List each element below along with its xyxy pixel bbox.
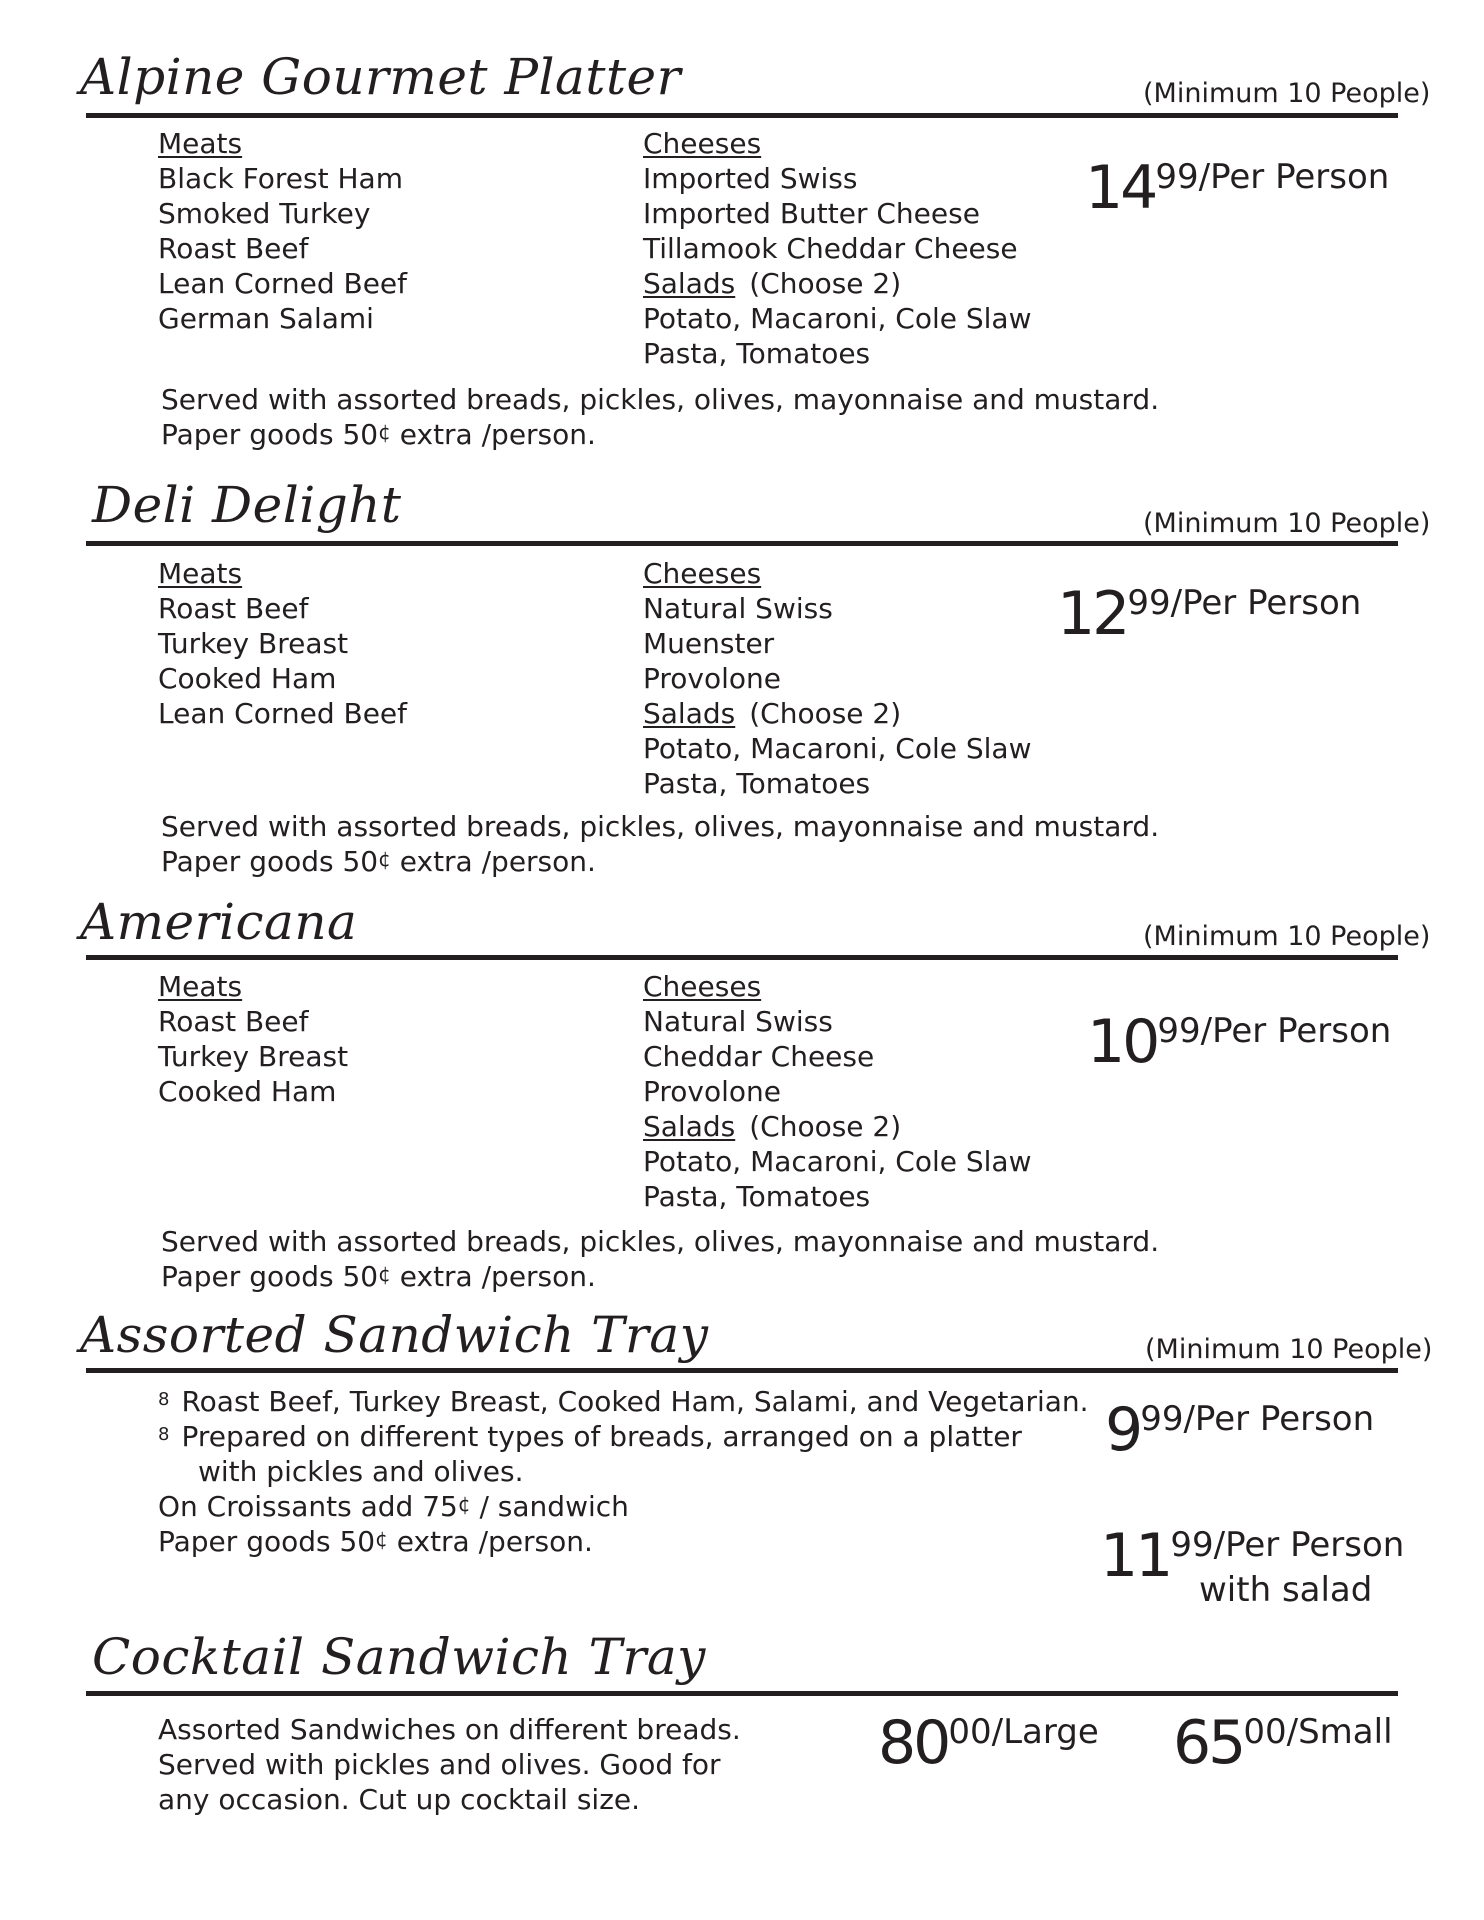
cent-symbol: ¢ bbox=[378, 847, 391, 871]
meat-item: Lean Corned Beef bbox=[158, 697, 408, 730]
paper-goods-note bbox=[161, 844, 596, 879]
paper-goods-note bbox=[161, 417, 596, 452]
salad-item: Potato, Macaroni, Cole Slaw bbox=[643, 302, 1032, 335]
cent-symbol: ¢ bbox=[378, 1262, 391, 1286]
section-divider bbox=[86, 541, 1398, 546]
cheese-item: Natural Swiss bbox=[643, 1005, 833, 1038]
price-cents: 99 bbox=[1140, 1399, 1184, 1439]
paper-goods-text: Paper goods 50 bbox=[161, 845, 379, 878]
with-salad-note: with salad bbox=[1199, 1570, 1373, 1610]
section-divider bbox=[86, 1691, 1398, 1696]
price-unit: /Large bbox=[991, 1712, 1099, 1752]
price-cents: 00 bbox=[948, 1712, 992, 1752]
price-cents: 00 bbox=[1243, 1712, 1287, 1752]
bullet-text: Roast Beef, Turkey Breast, Cooked Ham, Salami, and Vegetarian. bbox=[181, 1385, 1089, 1418]
price-dollars: 14 bbox=[1085, 153, 1156, 223]
paper-goods-text: Paper goods 50 bbox=[161, 418, 379, 451]
cheese-item: Provolone bbox=[643, 1075, 782, 1108]
minimum-people: (Minimum 10 People) bbox=[1143, 921, 1431, 952]
meat-item: Black Forest Ham bbox=[158, 162, 403, 195]
meat-item: Roast Beef bbox=[158, 592, 309, 625]
salads-heading: Salads bbox=[643, 697, 736, 730]
price-unit: /Per Person bbox=[1183, 1399, 1375, 1439]
price-small bbox=[1173, 1708, 1393, 1778]
cheese-item: Imported Swiss bbox=[643, 162, 858, 195]
paper-goods-suffix: extra /person. bbox=[390, 1260, 596, 1293]
price-cents: 99 bbox=[1127, 583, 1171, 623]
cheeses-column bbox=[643, 126, 1032, 371]
bullet-text: Prepared on different types of breads, arranged on a platter bbox=[181, 1420, 1022, 1453]
description-line: Assorted Sandwiches on different breads. bbox=[158, 1713, 741, 1746]
price-unit: /Per Person bbox=[1198, 157, 1390, 197]
paper-goods-note bbox=[158, 1524, 1089, 1559]
meats-heading: Meats bbox=[158, 557, 243, 590]
salads-heading-row bbox=[643, 1109, 1032, 1144]
minimum-people: (Minimum 10 People) bbox=[1143, 508, 1431, 539]
cent-symbol: ¢ bbox=[457, 1492, 471, 1516]
bullet-mark: 8 bbox=[158, 1424, 170, 1445]
price-dollars: 9 bbox=[1105, 1395, 1141, 1465]
sandwich-details bbox=[158, 1384, 1089, 1559]
section-divider bbox=[86, 113, 1398, 118]
description-line: any occasion. Cut up cocktail size. bbox=[158, 1783, 641, 1816]
salad-item: Pasta, Tomatoes bbox=[643, 767, 871, 800]
price bbox=[1087, 1007, 1392, 1077]
price bbox=[1057, 579, 1362, 649]
cent-symbol: ¢ bbox=[378, 420, 391, 444]
salads-heading-row bbox=[643, 266, 1032, 301]
price bbox=[1085, 153, 1390, 223]
section-title: Deli Delight bbox=[92, 476, 402, 534]
salads-choose: (Choose 2) bbox=[749, 267, 902, 300]
bullet-mark: 8 bbox=[158, 1389, 170, 1410]
cheeses-column bbox=[643, 556, 1032, 801]
price-unit: /Per Person bbox=[1213, 1525, 1405, 1565]
paper-goods-suffix: extra /person. bbox=[390, 418, 596, 451]
cheese-item: Tillamook Cheddar Cheese bbox=[643, 232, 1018, 265]
cocktail-description bbox=[158, 1712, 741, 1817]
paper-goods-suffix: extra /person. bbox=[390, 845, 596, 878]
meat-item: Cooked Ham bbox=[158, 1075, 337, 1108]
price-large bbox=[878, 1708, 1099, 1778]
paper-goods-note bbox=[161, 1259, 596, 1294]
served-with-note: Served with assorted breads, pickles, olives, mayonnaise and mustard. bbox=[161, 810, 1160, 843]
price-dollars: 10 bbox=[1087, 1007, 1158, 1077]
bullet-item bbox=[158, 1419, 1089, 1454]
bullet-item bbox=[158, 1384, 1089, 1419]
minimum-people: (Minimum 10 People) bbox=[1143, 78, 1431, 109]
meat-item: Cooked Ham bbox=[158, 662, 337, 695]
salad-item: Pasta, Tomatoes bbox=[643, 337, 871, 370]
cheese-item: Imported Butter Cheese bbox=[643, 197, 980, 230]
meat-item: Smoked Turkey bbox=[158, 197, 371, 230]
croissant-suffix: / sandwich bbox=[470, 1490, 629, 1523]
cheese-item: Muenster bbox=[643, 627, 775, 660]
price-unit: /Per Person bbox=[1170, 583, 1362, 623]
meat-item: Turkey Breast bbox=[158, 627, 349, 660]
paper-goods-text: Paper goods 50 bbox=[158, 1525, 376, 1558]
paper-goods-suffix: extra /person. bbox=[387, 1525, 593, 1558]
price-unit: /Small bbox=[1286, 1712, 1393, 1752]
cheese-item: Cheddar Cheese bbox=[643, 1040, 875, 1073]
section-title: Assorted Sandwich Tray bbox=[80, 1306, 709, 1364]
price-cents: 99 bbox=[1170, 1525, 1214, 1565]
cheese-item: Provolone bbox=[643, 662, 782, 695]
meats-heading: Meats bbox=[158, 127, 243, 160]
price-dollars: 11 bbox=[1100, 1521, 1171, 1591]
cheeses-heading: Cheeses bbox=[643, 127, 762, 160]
croissant-note bbox=[158, 1489, 1089, 1524]
bullet-continuation: with pickles and olives. bbox=[198, 1455, 524, 1488]
meat-item: Roast Beef bbox=[158, 232, 309, 265]
salad-item: Potato, Macaroni, Cole Slaw bbox=[643, 1145, 1032, 1178]
salads-heading-row bbox=[643, 696, 1032, 731]
price bbox=[1105, 1395, 1375, 1465]
meats-heading: Meats bbox=[158, 970, 243, 1003]
meat-item: Lean Corned Beef bbox=[158, 267, 408, 300]
price-unit: /Per Person bbox=[1200, 1011, 1392, 1051]
salads-choose: (Choose 2) bbox=[749, 697, 902, 730]
salad-item: Potato, Macaroni, Cole Slaw bbox=[643, 732, 1032, 765]
meat-item: Roast Beef bbox=[158, 1005, 309, 1038]
section-divider bbox=[86, 955, 1398, 960]
salads-choose: (Choose 2) bbox=[749, 1110, 902, 1143]
price-dollars: 80 bbox=[878, 1708, 949, 1778]
section-divider bbox=[86, 1368, 1398, 1373]
meats-column bbox=[158, 969, 348, 1109]
salads-heading: Salads bbox=[643, 267, 736, 300]
price-dollars: 65 bbox=[1173, 1708, 1244, 1778]
cheeses-heading: Cheeses bbox=[643, 970, 762, 1003]
meat-item: German Salami bbox=[158, 302, 374, 335]
section-title: Alpine Gourmet Platter bbox=[80, 48, 682, 106]
cheese-item: Natural Swiss bbox=[643, 592, 833, 625]
cheeses-heading: Cheeses bbox=[643, 557, 762, 590]
cheeses-column bbox=[643, 969, 1032, 1214]
cent-symbol: ¢ bbox=[375, 1527, 388, 1551]
salads-heading: Salads bbox=[643, 1110, 736, 1143]
price-dollars: 12 bbox=[1057, 579, 1128, 649]
croissant-text: On Croissants add 75 bbox=[158, 1490, 458, 1523]
meats-column bbox=[158, 556, 407, 731]
minimum-people: (Minimum 10 People) bbox=[1145, 1334, 1433, 1365]
served-with-note: Served with assorted breads, pickles, olives, mayonnaise and mustard. bbox=[161, 1225, 1160, 1258]
price-cents: 99 bbox=[1155, 157, 1199, 197]
section-title: Cocktail Sandwich Tray bbox=[92, 1628, 706, 1686]
section-title: Americana bbox=[80, 893, 358, 951]
meat-item: Turkey Breast bbox=[158, 1040, 349, 1073]
served-with-note: Served with assorted breads, pickles, olives, mayonnaise and mustard. bbox=[161, 383, 1160, 416]
description-line: Served with pickles and olives. Good for bbox=[158, 1748, 721, 1781]
paper-goods-text: Paper goods 50 bbox=[161, 1260, 379, 1293]
salad-item: Pasta, Tomatoes bbox=[643, 1180, 871, 1213]
meats-column bbox=[158, 126, 407, 336]
price-cents: 99 bbox=[1157, 1011, 1201, 1051]
